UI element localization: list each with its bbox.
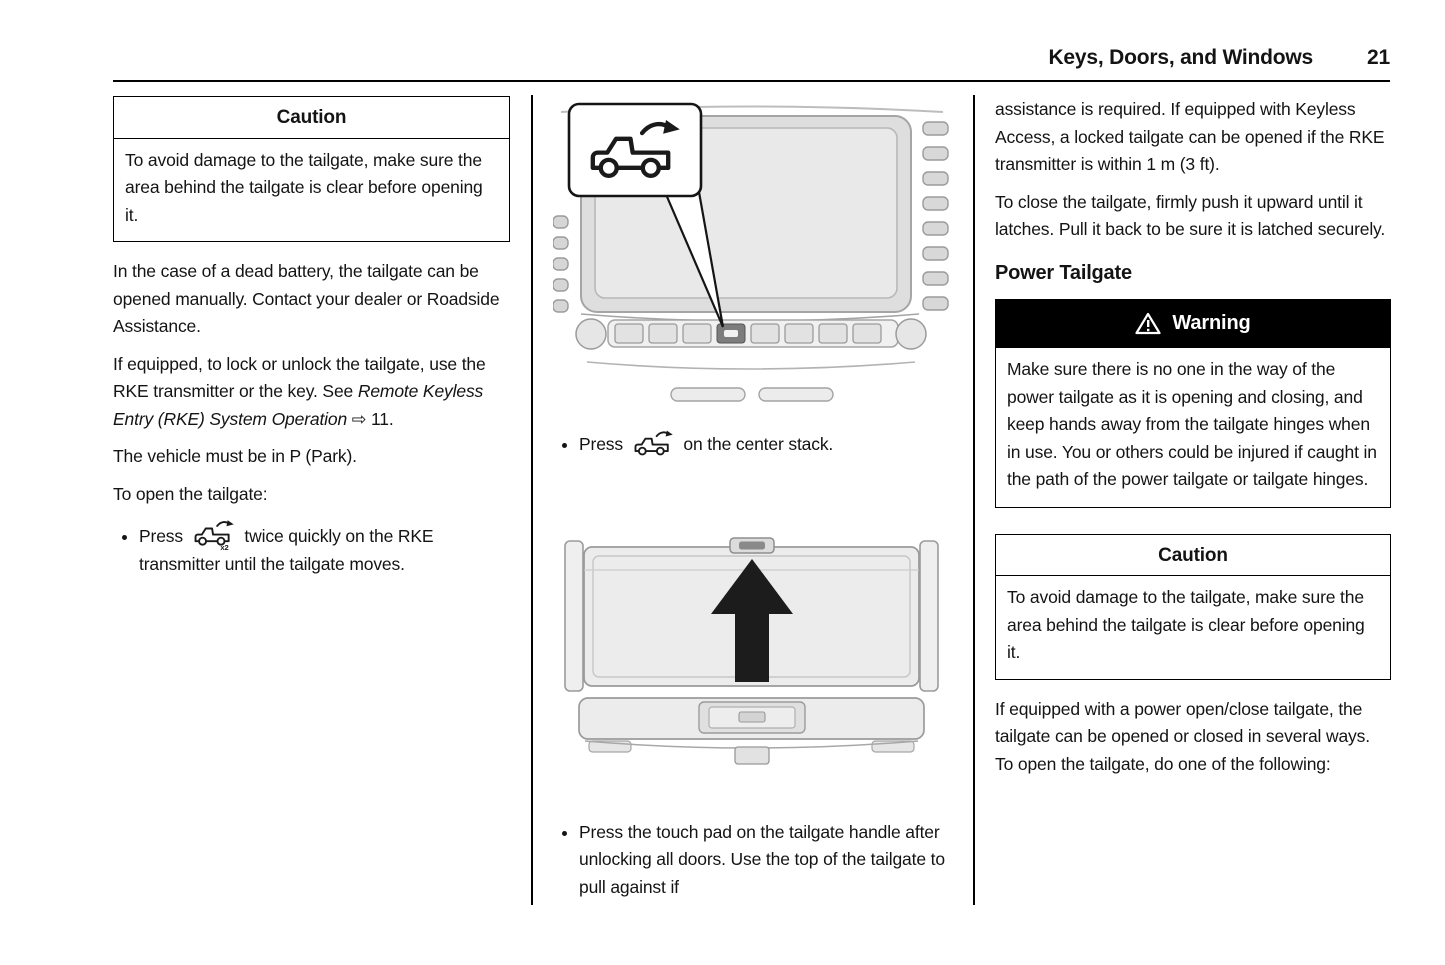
paragraph-park: The vehicle must be in P (Park). <box>113 446 357 466</box>
text-run: If equipped, to lock or unlock the tailgate, use the RKE transmitter or the key. See <box>113 353 486 401</box>
warning-box <box>995 299 1391 508</box>
caution-body: To avoid damage to the tailgate, make sure the area behind the tailgate is clear before opening it. <box>1007 587 1365 662</box>
list-item: • Press the touch pad on the tailgate handle after unlocking all doors. Use the top of the tailgate to pull against if <box>579 819 950 902</box>
column-divider <box>531 95 533 905</box>
text-run: ⇨ 11. <box>347 408 394 429</box>
warning-body: Make sure there is no one in the way of the power tailgate as it is opening and closing, and keep hands away from the tailgate hinges when in use. You or others could be injured if caught in the path of the power tailgate or tailgate hinges. <box>995 348 1391 508</box>
bullet-list <box>553 819 950 902</box>
paragraph-power-open: If equipped with a power open/close tailgate, the tailgate can be opened or closed in several ways. To open the tailgate, do one of the following: <box>995 698 1370 774</box>
paragraph-dead-battery: In the case of a dead battery, the tailgate can be opened manually. Contact your dealer or Roadside Assistance. <box>113 261 500 336</box>
caution-body: To avoid damage to the tailgate, make sure the area behind the tailgate is clear before opening it. <box>125 149 483 225</box>
list-item <box>579 430 950 459</box>
page-header <box>113 46 1390 70</box>
warning-title: Warning <box>1172 311 1251 334</box>
text-run: on the center stack. <box>683 434 834 454</box>
header-rule <box>113 80 1390 82</box>
cross-reference: Remote Keyless Entry (RKE) System Operation <box>113 381 484 429</box>
bullet-list <box>553 430 950 459</box>
bullet-list <box>113 520 510 579</box>
text-run: twice quickly on the RKE transmitter until the tailgate moves. <box>139 526 434 574</box>
center-stack-illustration <box>553 98 950 418</box>
caution-box <box>113 96 510 242</box>
caution-box <box>995 534 1391 680</box>
caution-title: Caution <box>114 97 509 139</box>
tailgate-release-x2-icon <box>193 520 235 551</box>
section-title: Keys, Doors, and Windows <box>1048 46 1314 69</box>
list-item <box>139 520 510 579</box>
paragraph-rke <box>113 351 510 434</box>
middle-column <box>553 96 950 909</box>
column-divider <box>973 95 975 905</box>
paragraph-assistance: assistance is required. If equipped with Keyless Access, a locked tailgate can be opened if the RKE transmitter is within 1 m (3 ft). <box>995 99 1385 174</box>
icon-subscript: x2 <box>220 543 229 551</box>
paragraph-open-tailgate: To open the tailgate: <box>113 483 268 504</box>
warning-triangle-icon <box>1135 312 1161 335</box>
page-number: 21 <box>1367 46 1390 69</box>
right-column <box>995 96 1391 788</box>
tailgate-illustration <box>553 475 950 807</box>
text-run: Press <box>139 526 183 546</box>
text-run: Press <box>579 434 623 454</box>
warning-header <box>995 299 1391 349</box>
caution-title: Caution <box>996 535 1390 577</box>
tailgate-release-icon <box>633 430 674 456</box>
heading-power-tailgate: Power Tailgate <box>995 261 1132 284</box>
left-column <box>113 96 510 587</box>
paragraph-close-tailgate: To close the tailgate, firmly push it upward until it latches. Pull it back to be sure it is latched securely. <box>995 191 1386 239</box>
